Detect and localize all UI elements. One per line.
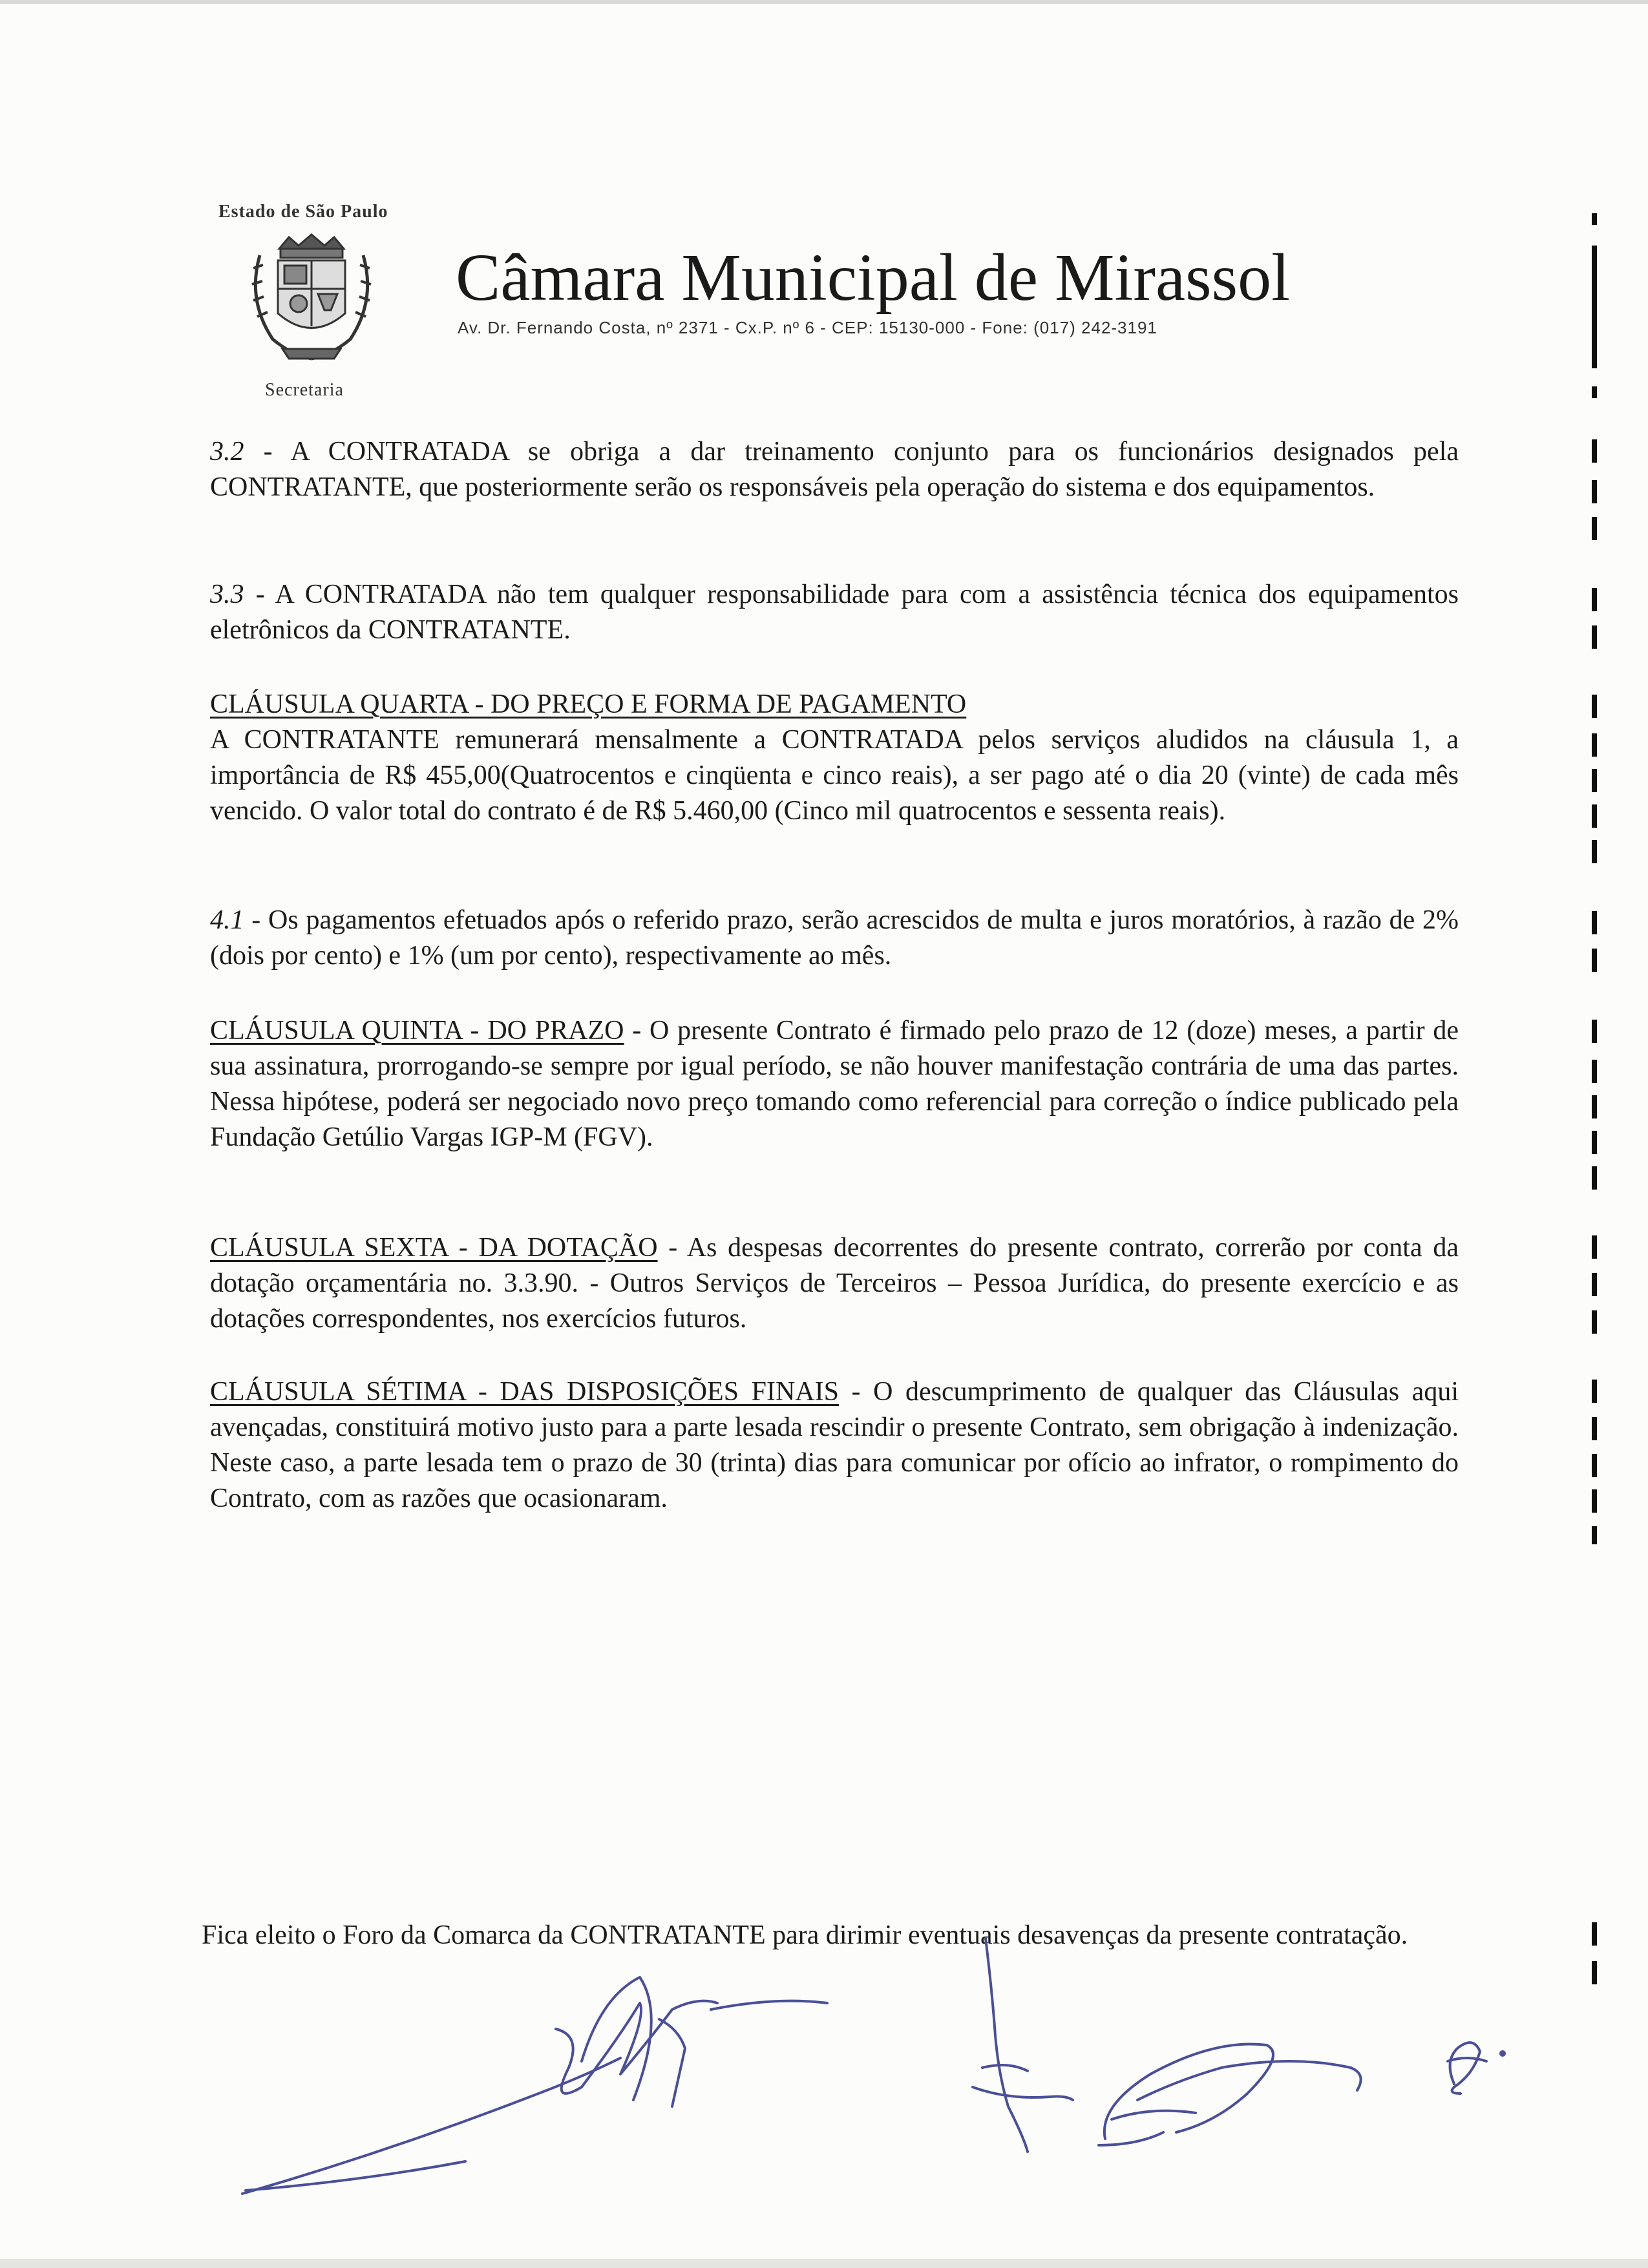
state-label: Estado de São Paulo xyxy=(218,202,388,222)
clause-text: - A CONTRATADA se obriga a dar treinamento conjunto para os funcionários designados pela CONTRATANTE, que posteriormente serão os responsáveis pela operação do sistema e dos equipamentos. xyxy=(210,437,1459,502)
clause-text: - A CONTRATADA não tem qualquer responsabilidade para com a assistência técnica dos equipamentos eletrônicos da CONTRATANTE. xyxy=(210,580,1459,645)
clause-number: 3.3 xyxy=(210,580,244,609)
foro-paragraph: Fica eleito o Foro da Comarca da CONTRATANTE para dirimir eventuais desavenças da presente contratação. xyxy=(202,1920,1408,1950)
department-label: Secretaria xyxy=(265,380,344,400)
signature-2 xyxy=(973,1938,1361,2152)
scan-edge-bottom xyxy=(0,2259,1648,2268)
signature-initials xyxy=(1448,2042,1505,2094)
clause-heading: CLÁUSULA QUINTA - DO PRAZO xyxy=(210,1016,624,1045)
clause-heading: CLÁUSULA QUARTA - DO PREÇO E FORMA DE PAGAMENTO xyxy=(210,689,967,719)
clause-number: 4.1 xyxy=(210,905,244,935)
org-address: Av. Dr. Fernando Costa, nº 2371 - Cx.P. nº 6 - CEP: 15130-000 - Fone: (017) 242-3191 xyxy=(458,318,1157,337)
page-title: Câmara Municipal de Mirassol xyxy=(456,240,1291,315)
clause-text: - As despesas decorrentes do presente contrato, correrão por conta da dotação orçamentária no. 3.3.90. - Outros Serviços de Terceiros – Pessoa Jurídica, do presente exercício e as dotações correspondentes, nos exercícios futuros. xyxy=(210,1233,1459,1334)
signature-1 xyxy=(242,1977,827,2194)
clause-text: - O descumprimento de qualquer das Cláusulas aqui avençadas, constituirá motivo justo para a parte lesada rescindir o presente Contrato, sem obrigação à indenização. Neste caso, a parte lesada tem o prazo de 30 (trinta) dias para comunicar por ofício ao infrator, o rompimento do Contrato, com as razões que ocasionaram. xyxy=(210,1377,1459,1513)
clause-heading: CLÁUSULA SÉTIMA - DAS DISPOSIÇÕES FINAIS xyxy=(210,1377,839,1407)
clause-text: - Os pagamentos efetuados após o referido prazo, serão acrescidos de multa e juros moratórios, à razão de 2% (dois por cento) e 1% (um por cento), respectivamente ao mês. xyxy=(210,905,1459,971)
clause-text: A CONTRATANTE remunerará mensalmente a CONTRATADA pelos serviços aludidos na cláusula 1, a importância de R$ 455,00(Quatrocentos e cinqüenta e cinco reais), a ser pago até o dia 20 (vinte) de cada mês vencido. O valor total do contrato é de R$ 5.460,00 (Cinco mil quatrocentos e sessenta reais). xyxy=(210,725,1459,826)
clause-text: - O presente Contrato é firmado pelo prazo de 12 (doze) meses, a partir de sua assinatura, prorrogando-se sempre por igual período, se não houver manifestação contrária de uma das partes. Nessa hipótese, poderá ser negociado novo preço tomando como referencial para correção o índice publicado pela Fundação Getúlio Vargas IGP-M (FGV). xyxy=(210,1016,1459,1152)
clause-heading: CLÁUSULA SEXTA - DA DOTAÇÃO xyxy=(210,1233,658,1263)
clause-number: 3.2 xyxy=(210,437,244,467)
